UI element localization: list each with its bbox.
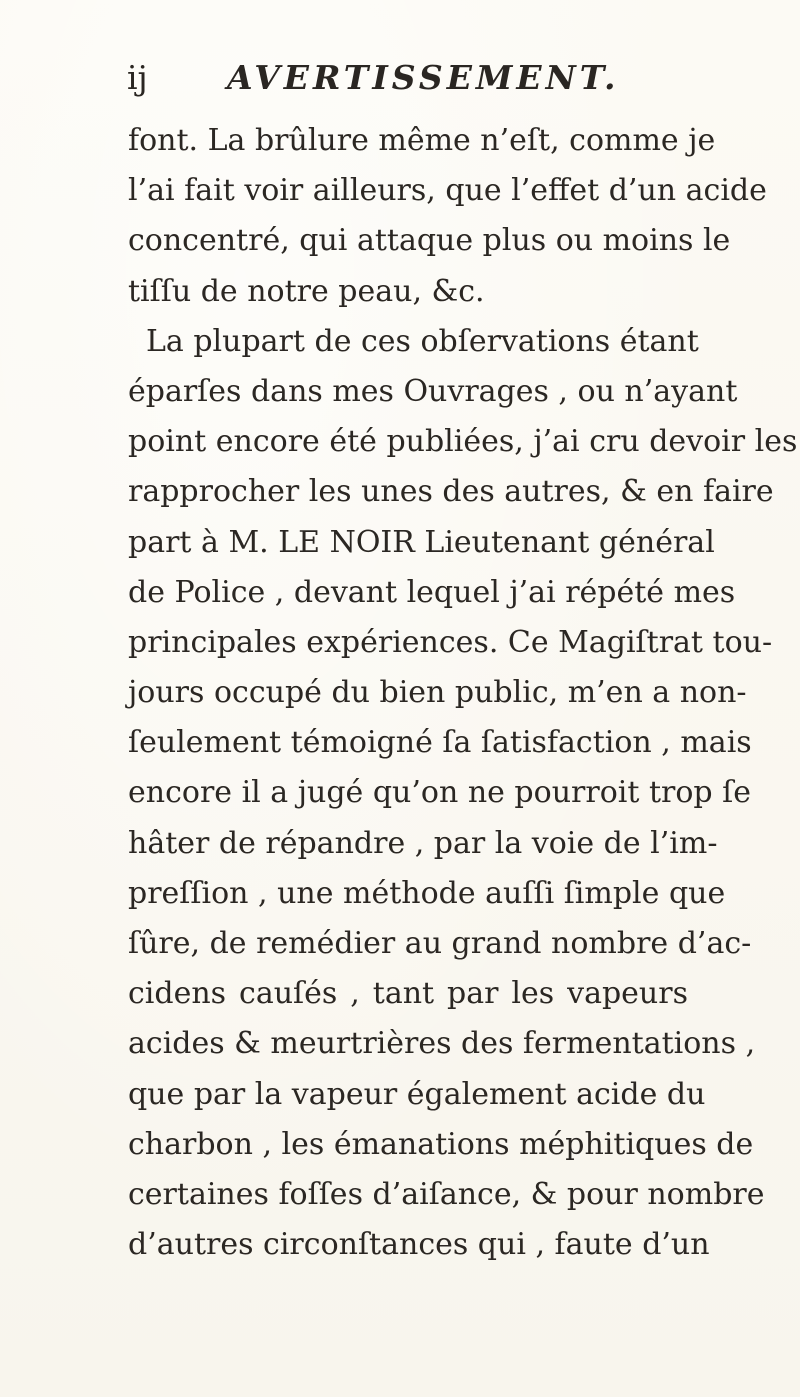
page-number: ij [127, 58, 148, 97]
text-line: certaines foſſes d’aiſance, & pour nombre [128, 1176, 765, 1212]
text-line: acides & meurtrières des fermentations , [128, 1026, 756, 1062]
text-line: cidens cauſés , tant par les vapeurs [128, 976, 688, 1012]
text-line: l’ai fait voir ailleurs, que l’effet d’un acide [128, 173, 767, 209]
text-line: hâter de répandre , par la voie de l’im- [128, 825, 718, 861]
text-line: que par la vapeur également acide du [128, 1076, 706, 1112]
running-head [127, 58, 687, 108]
text-line: concentré, qui attaque plus ou moins le [128, 223, 731, 259]
text-line: d’autres circonſtances qui , faute d’un [128, 1227, 710, 1263]
text-line: ſeulement témoigné ſa ſatisfaction , mais [128, 725, 752, 761]
text-line: part à M. LE NOIR Lieutenant général [128, 524, 715, 560]
text-line: de Police , devant lequel j’ai répété mes [128, 574, 736, 610]
text-line: rapprocher les unes des autres, & en faire [128, 474, 774, 510]
section-title: AVERTISSEMENT. [227, 58, 620, 97]
body-text [128, 116, 798, 1270]
text-line: font. La brûlure même n’eſt, comme je [128, 123, 716, 158]
text-line: charbon , les émanations méphitiques de [128, 1126, 754, 1162]
text-line: preſſion , une méthode auſſi ſimple que [128, 875, 726, 911]
text-line: éparſes dans mes Ouvrages , ou n’ayant [128, 373, 738, 409]
text-line: jours occupé du bien public, m’en a non- [128, 675, 747, 711]
text-line: principales expériences. Ce Magiſtrat tou- [128, 624, 773, 660]
text-line: encore il a jugé qu’on ne pourroit trop ſe [128, 775, 751, 811]
text-line: La plupart de ces obſervations étant [146, 323, 699, 359]
text-line: point encore été publiées, j’ai cru devoir les [128, 424, 798, 460]
text-line: ſûre, de remédier au grand nombre d’ac- [128, 926, 752, 961]
text-line: tiſſu de notre peau, &c. [128, 273, 485, 309]
